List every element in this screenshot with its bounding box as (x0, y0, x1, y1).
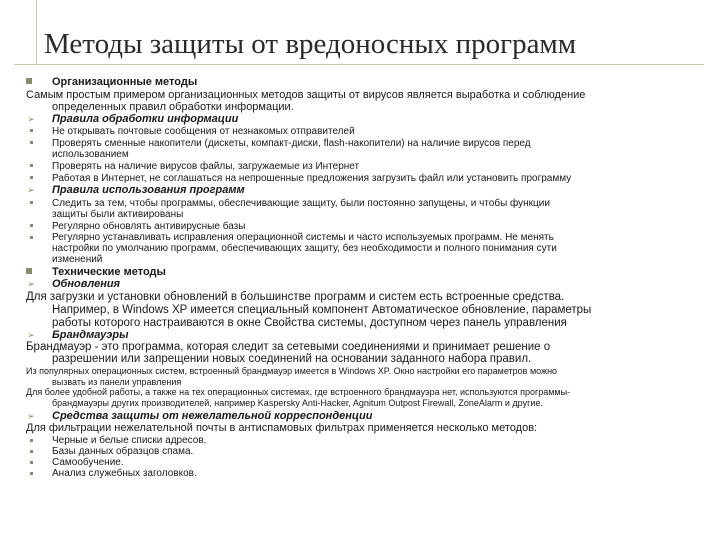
list-item: Регулярно обновлять антивирусные базы (52, 221, 246, 232)
list-item-continued: использованием (52, 149, 129, 160)
dot-bullet-icon (26, 137, 36, 149)
arrow-bullet-icon: ➢ (27, 185, 35, 195)
list-item-continued: защиты были активированы (52, 209, 184, 220)
arrow-bullet-icon: ➢ (27, 411, 35, 421)
dot-bullet-icon (26, 232, 36, 244)
dot-bullet-icon (26, 197, 36, 209)
subsection-heading: Правила использования программ (52, 184, 245, 196)
section-heading: Организационные методы (52, 76, 198, 88)
subsection-heading: Правила обработки информации (52, 113, 239, 125)
list-item: Базы данных образцов спама. (52, 446, 194, 457)
paragraph-line: вызвать из панели управления (52, 377, 182, 387)
list-item: Проверять на наличие вирусов файлы, загружаемые из Интернет (52, 161, 360, 172)
subsection-heading: Брандмауэры (52, 329, 129, 341)
arrow-bullet-icon: ➢ (27, 330, 35, 340)
list-item: Не открывать почтовые сообщения от незнакомых отправителей (52, 126, 355, 137)
list-item: Регулярно устанавливать исправления операционной системы и часто используемых программ. Не менять (52, 232, 554, 243)
square-bullet-icon (24, 266, 34, 278)
list-item-continued: изменений (52, 254, 103, 265)
paragraph-line: работы которого настраиваются в окне Свойства системы, доступном через панель управления (52, 317, 567, 329)
paragraph-line: определенных правил обработки информации. (52, 101, 294, 113)
dot-bullet-icon (26, 160, 36, 172)
dot-bullet-icon (26, 125, 36, 137)
dot-bullet-icon (26, 220, 36, 232)
paragraph-line: брандмауэры других производителей, например Kaspersky Anti-Hacker, Agnitum Outpost Firewall, ZoneAlarm и другие. (52, 398, 543, 408)
list-item: Проверять сменные накопители (дискеты, компакт-диски, flash-накопители) на наличие вирусов перед (52, 138, 531, 149)
paragraph-line: Для загрузки и установки обновлений в большинстве программ и систем есть встроенные средства. (26, 291, 565, 303)
list-item-continued: настройки по умолчанию программ, обеспечивающих защиту, без необходимости и полного понимания сути (52, 243, 557, 254)
list-item: Самообучение. (52, 457, 124, 468)
page-title: Методы защиты от вредоносных программ (44, 28, 577, 60)
paragraph-line: разрешении или запрещении новых соединений на основании заданного набора правил. (52, 353, 532, 365)
section-heading: Технические методы (52, 266, 166, 278)
arrow-bullet-icon: ➢ (27, 114, 35, 124)
paragraph-line: Для более удобной работы, а также на тех операционных системах, где встроенного брандмауэра нет, используются программы- (26, 387, 571, 397)
subsection-heading: Средства защиты от нежелательной корреспонденции (52, 410, 373, 422)
list-item: Анализ служебных заголовков. (52, 468, 197, 479)
arrow-bullet-icon: ➢ (27, 279, 35, 289)
subsection-heading: Обновления (52, 278, 121, 290)
dot-bullet-icon (26, 172, 36, 184)
list-item: Работая в Интернет, не соглашаться на непрошенные предложения загрузить файл или установить программу (52, 173, 572, 184)
paragraph-line: Для фильтрации нежелательной почты в антиспамовых фильтрах применяется несколько методов: (26, 422, 538, 434)
list-item: Черные и белые списки адресов. (52, 435, 207, 446)
paragraph-line: Самым простым примером организационных методов защиты от вирусов является выработка и соблюдение (26, 89, 586, 101)
list-item: Следить за тем, чтобы программы, обеспечивающие защиту, были постоянно запущены, и чтобы функции (52, 198, 550, 209)
square-bullet-icon (24, 76, 34, 88)
paragraph-line: Из популярных операционных систем, встроенный брандмауэр имеется в Windows XP. Окно настройки его параметров можно (26, 366, 558, 376)
dot-bullet-icon (26, 468, 36, 480)
paragraph-line: Например, в Windows XP имеется специальный компонент Автоматическое обновление, параметры (52, 304, 592, 316)
paragraph-line: Брандмауэр - это программа, которая следит за сетевыми соединениями и принимает решение о (26, 341, 551, 353)
